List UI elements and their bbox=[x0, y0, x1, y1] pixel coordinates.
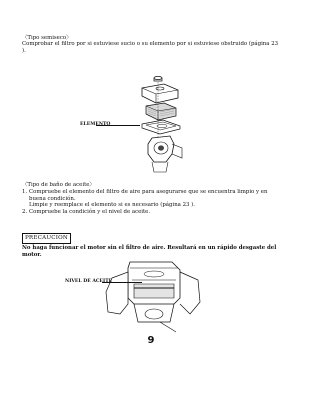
section-heading-bano-aceite: 〈Tipo de baño de aceite〉 bbox=[22, 182, 95, 188]
caution-badge: PRECAUCION bbox=[22, 233, 71, 244]
list-item-subtext: Limpie y reemplace el elemento si es necesario (página 23 ). bbox=[29, 202, 195, 209]
list-item bbox=[22, 209, 280, 216]
list-item bbox=[22, 189, 280, 209]
oil-bath-steps-list bbox=[22, 189, 280, 215]
filter-base-icon bbox=[142, 120, 180, 134]
filter-cover-icon bbox=[142, 84, 178, 103]
nivel-aceite-label: NIVEL DE ACEITE bbox=[65, 279, 113, 284]
elemento-label: ELEMENTO bbox=[80, 122, 111, 127]
list-item-text: Compruebe la condición y el nivel de aceite. bbox=[29, 208, 151, 215]
engine-body-icon bbox=[148, 136, 182, 172]
section-heading-semiseco: 〈Tipo semiseco〉 bbox=[22, 35, 72, 41]
oil-level-illustration bbox=[100, 258, 210, 334]
caution-text: No haga funcionar el motor sin el filtro de aire. Resultará en un rápido desgaste del motor. bbox=[22, 245, 277, 258]
list-item-number: 2. bbox=[22, 208, 28, 215]
page-number: 9 bbox=[147, 335, 155, 346]
oil-bath-cleaner-icon bbox=[128, 262, 180, 304]
section-body-semiseco: Comprobar el filtro por si estuviese sucio o su elemento por si estuviese obstruido (página 23 ). bbox=[22, 41, 279, 54]
list-item-number: 1. bbox=[22, 189, 28, 195]
filter-element-icon bbox=[146, 103, 176, 120]
wing-nut-icon bbox=[154, 76, 162, 81]
list-item-text: Compruebe el elemento del filtro de aire para asegurarse que se encuentra limpio y en buena condición. bbox=[29, 189, 268, 202]
